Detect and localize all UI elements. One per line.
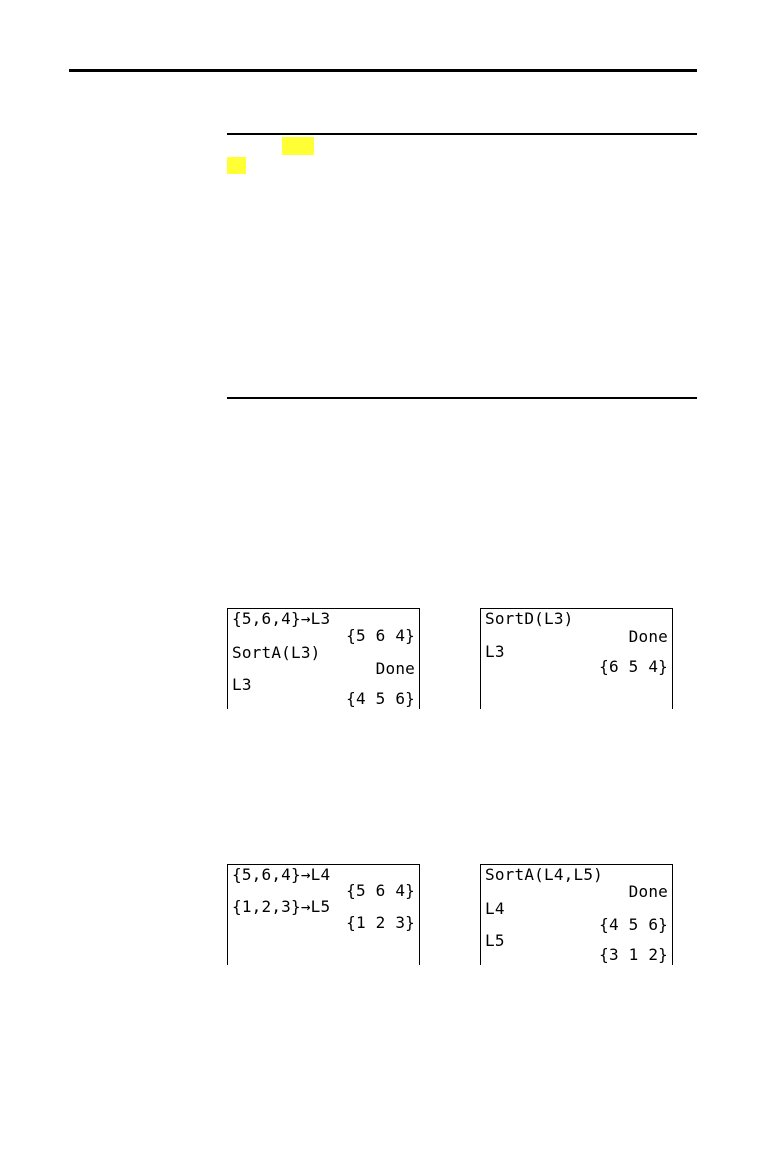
page-header-rule <box>69 69 697 72</box>
calculator-screen <box>227 608 420 709</box>
screen-line: {4 5 6} <box>346 689 415 708</box>
screen-line: {5,6,4}→L4 <box>232 865 331 884</box>
highlight-mark <box>227 157 246 174</box>
highlight-mark <box>282 137 314 155</box>
screen-line: {4 5 6} <box>599 915 668 934</box>
calculator-screen <box>480 864 673 965</box>
screen-line: L5 <box>485 931 505 950</box>
section-bottom-rule <box>227 397 697 399</box>
screen-line: Done <box>628 627 668 646</box>
screen-line: SortA(L4,L5) <box>485 865 603 884</box>
screen-line: L3 <box>485 642 505 661</box>
screen-line: L3 <box>232 675 252 694</box>
screen-line: {5,6,4}→L3 <box>232 609 331 628</box>
screen-line: {1,2,3}→L5 <box>232 897 331 916</box>
section-top-rule <box>227 133 697 135</box>
screen-line: {5 6 4} <box>346 626 415 645</box>
calculator-screen <box>480 608 673 709</box>
screen-line: SortD(L3) <box>485 609 574 628</box>
screen-line: {5 6 4} <box>346 881 415 900</box>
calculator-screen <box>227 864 420 965</box>
screen-line: {6 5 4} <box>599 657 668 676</box>
screen-line: Done <box>375 659 415 678</box>
screen-line: SortA(L3) <box>232 643 321 662</box>
screen-line: Done <box>628 882 668 901</box>
screen-line: {1 2 3} <box>346 913 415 932</box>
screen-line: {3 1 2} <box>599 945 668 964</box>
screen-line: L4 <box>485 899 505 918</box>
